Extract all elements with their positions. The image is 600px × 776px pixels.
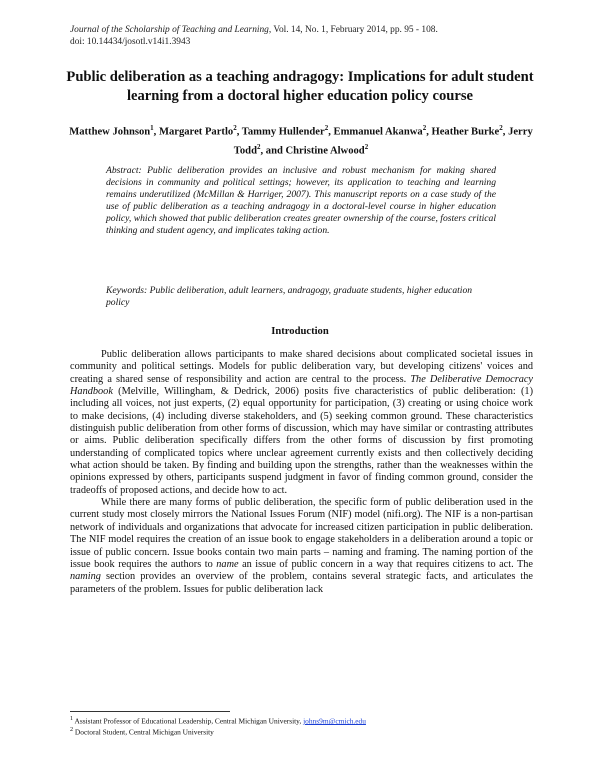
author-name: Christine Alwood	[285, 145, 365, 157]
author-name: Tammy Hullender	[241, 126, 325, 138]
author-affiliation-marker: 1	[150, 124, 154, 132]
author-affiliation-marker: 2	[324, 124, 329, 132]
author-email-link[interactable]: johns9m@cmich.edu	[303, 716, 366, 726]
paragraph: Public deliberation allows participants to make shared decisions about complicated societal issues in community and political settings. Models for public deliberation vary, but developing citizens' voices and creating a shared sense of responsibility and action are central to the process. The Deliberative Democracy Handbook (Melville, Willingham, & Dedrick, 2006) posits five characteristics of public deliberation: (1) including all voices, not just experts, (2) equal opportunity for participation, (3) creating or using choice work to make decisions, (4) including diverse stakeholders, and (5) seeking common ground. These characteristics distinguish public deliberation from other forms of discussion, which may have similar or contrasting attributes or aims. Public deliberation specifically differs from the other forms of discussion by first promoting understanding of complicated topics where unclear agreement currently exists and then collectively deciding what action should be taken. By finding and building upon the strengths, rather than the weaknesses within the opinions expressed by others, participants suspend judgment in favor of finding common ground, consider the tradeoffs of proposed actions, and decide how to act.	[70, 349, 534, 496]
journal-volume: , Vol. 14, No. 1, February 2014, pp. 95 - 108.	[268, 25, 438, 35]
footnote-divider	[70, 711, 230, 712]
emphasis: name	[216, 558, 239, 570]
author-affiliation-marker: 2	[364, 142, 369, 151]
keywords: Keywords: Public deliberation, adult learners, andragogy, graduate students, higher education policy	[106, 285, 473, 309]
footnote-1: $^1$ Assistant Professor of Educational Leadership, Central Michigan University, johns9m@cmich.edu	[70, 716, 366, 726]
author-name: Heather Burke	[431, 126, 500, 138]
author-affiliation-marker: 2	[422, 124, 427, 132]
section-heading: Introduction	[271, 326, 329, 337]
author-name: Emmanuel Akanwa	[333, 126, 423, 138]
journal-header	[70, 24, 540, 48]
doi: doi: 10.14434/josotl.v14i1.3943	[70, 37, 191, 47]
author-affiliation-marker: 2	[233, 124, 237, 132]
paragraph: While there are many forms of public deliberation, the specific form of public deliberation used in the current study most closely mirrors the National Issues Forum (NIF) model (nifi.org). The NIF is a non-partisan network of individuals and organizations that advocate for increased citizen participation in public deliberation. The NIF model requires the creation of an issue book to engage stakeholders in a deliberation around a topic or issue of public concern. Issue books contain two main parts – naming and framing. The naming portion of the issue book requires the authors to name an issue of public concern in a way that requires citizens to act. The naming section provides an overview of the problem, contains several strategic facts, and articulates the parameters of the problem. Issues for public deliberation lack	[70, 497, 533, 595]
body-text	[70, 349, 533, 596]
book-title: The Deliberative Democracy Handbook	[70, 373, 534, 398]
abstract: Abstract: Public deliberation provides an inclusive and robust mechanism for making shared decisions in community and political settings; however, its application to teaching and learning remains underutilized (McMillan & Harriger, 2007). This manuscript reports on a case study of the use of public deliberation as a teaching andragogy in a doctoral-level course in higher education policy, which showed that public deliberation creates greater ownership of the course, fosters critical thinking and student agency, and implicates taking action.	[106, 165, 496, 237]
author-name: Margaret Partlo	[158, 126, 234, 138]
author-list: Matthew Johnson$^1$, Margaret Partlo$^2$, Tammy Hullender$^2$, Emmanuel Akanwa$^2$, Heather Burke$^2$, Jerry Todd$^2$, and Christine Alwood$^2$	[69, 124, 533, 157]
author-affiliation-marker: 2	[256, 142, 261, 151]
emphasis: naming	[70, 571, 101, 583]
journal-name: Journal of the Scholarship of Teaching and Learning	[70, 25, 269, 35]
footnotes	[70, 715, 540, 737]
author-affiliation-marker: 2	[499, 124, 503, 132]
paper-title: Public deliberation as a teaching andragogy: Implications for adult student learning from a doctoral higher education policy course	[66, 69, 534, 104]
footnote-2: $^2$ Doctoral Student, Central Michigan University	[70, 727, 214, 737]
author-name: Matthew Johnson	[69, 126, 151, 138]
author-name: Jerry Todd	[233, 126, 533, 157]
journal-citation	[70, 24, 540, 36]
